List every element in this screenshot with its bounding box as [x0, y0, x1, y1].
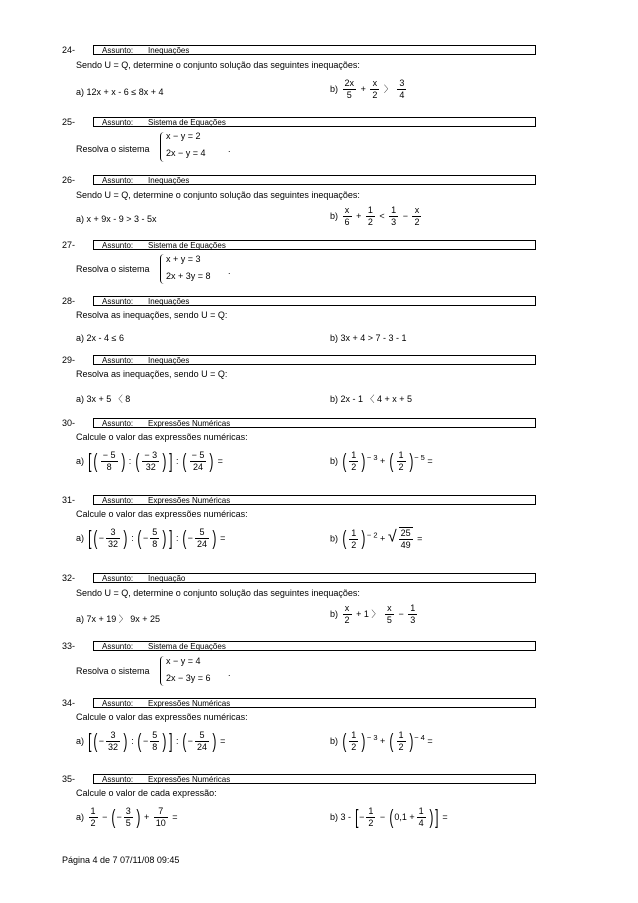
q35-a: a) $\frac{1}{2}$ − (− $\frac{3}{5}$ ) + $\frac{7}{10}$ = — [76, 806, 178, 829]
q32-b: b) $\frac{x}{2}$ + 1 〉 $\frac{x}{5}$ − $\frac{1}{3}$ — [330, 603, 416, 625]
q34-statement: Calcule o valor das expressões numéricas: — [76, 712, 248, 722]
q31-number: 31- — [62, 495, 76, 505]
q25-brace — [160, 132, 165, 162]
q33-subject: Sistema de Equações — [148, 642, 226, 651]
assunto-label: Assunto: — [102, 46, 134, 55]
q29-number: 29- — [62, 355, 76, 365]
q27-statement: Resolva o sistema — [76, 264, 150, 274]
q33-subject-box: Assunto: Sistema de Equações — [93, 641, 536, 651]
q25-eq2: 2x − y = 4 — [166, 148, 206, 158]
q31-b: b) ( $\frac{1}{2}$ )$^{- 2}$ + √ $\frac{25}{49}$ = — [330, 527, 423, 550]
q24-b: b) $\frac{2x}{5}$ + $\frac{x}{2}$ 〉 $\frac{3}{4}$ — [330, 78, 405, 100]
q33-number: 33- — [62, 641, 76, 651]
q25-eq1: x − y = 2 — [166, 131, 201, 141]
q35-statement: Calcule o valor de cada expressão: — [76, 788, 217, 798]
q24-subject: Inequações — [148, 46, 190, 55]
q30-statement: Calcule o valor das expressões numéricas: — [76, 432, 248, 442]
q24-a: a) 12x + x - 6 ≤ 8x + 4 — [76, 87, 164, 97]
q34-b: b) ( $\frac{1}{2}$ )$^{- 3}$ + ( $\frac{1}{2}$ )$^{- 4}$ = — [330, 730, 433, 753]
q26-subject: Inequações — [148, 176, 190, 185]
q28-subject-box: Assunto: Inequações — [93, 296, 536, 306]
q27-eq2: 2x + 3y = 8 — [166, 271, 211, 281]
q25-number: 25- — [62, 117, 76, 127]
q30-number: 30- — [62, 418, 76, 428]
q26-a: a) x + 9x - 9 > 3 - 5x — [76, 214, 157, 224]
q26-b: b) $\frac{x}{6}$ + $\frac{1}{2}$ < $\frac{1}{3}$ − $\frac{x}{2}$ — [330, 205, 420, 227]
q28-a: a) 2x - 4 ≤ 6 — [76, 333, 124, 343]
q26-number: 26- — [62, 175, 76, 185]
q28-b: b) 3x + 4 > 7 - 3 - 1 — [330, 333, 407, 343]
q27-brace — [160, 254, 165, 284]
q26-statement: Sendo U = Q, determine o conjunto solução das seguintes inequações: — [76, 190, 360, 200]
q33-eq2: 2x − 3y = 6 — [166, 673, 211, 683]
q33-brace — [160, 656, 165, 686]
q24-statement: Sendo U = Q, determine o conjunto solução das seguintes inequações: — [76, 60, 360, 70]
q34-subject-box: Assunto: Expressões Numéricas — [93, 698, 536, 708]
q34-number: 34- — [62, 698, 76, 708]
q24-subject-box — [93, 45, 536, 55]
q35-subject: Expressões Numéricas — [148, 775, 231, 784]
q32-subject-box: Assunto: Inequação — [93, 573, 536, 583]
q25-statement: Resolva o sistema — [76, 144, 150, 154]
q28-subject: Inequações — [148, 297, 190, 306]
q30-b: b) ( $\frac{1}{2}$ )$^{- 3}$ + ( $\frac{1}{2}$ )$^{- 5}$ = — [330, 450, 433, 473]
q31-subject-box: Assunto: Expressões Numéricas — [93, 495, 536, 505]
q28-number: 28- — [62, 296, 76, 306]
q31-subject: Expressões Numéricas — [148, 496, 231, 505]
q30-a: a) [ ( $\frac{- 5}{8}$ ) : ( $\frac{- 3}{32}$ ) ] : ( $\frac{- 5}{24}$ ) = — [76, 450, 223, 473]
q29-statement: Resolva as inequações, sendo U = Q: — [76, 369, 228, 379]
q26-subject-box: Assunto: Inequações — [93, 175, 536, 185]
q29-subject: Inequações — [148, 356, 190, 365]
q30-subject: Expressões Numéricas — [148, 419, 231, 428]
sqrt-icon: √ — [387, 528, 397, 546]
q32-statement: Sendo U = Q, determine o conjunto solução das seguintes inequações: — [76, 588, 360, 598]
page-footer: Página 4 de 7 07/11/08 09:45 — [62, 855, 180, 865]
q30-subject-box: Assunto: Expressões Numéricas — [93, 418, 536, 428]
q31-statement: Calcule o valor das expressões numéricas: — [76, 509, 248, 519]
q29-subject-box: Assunto: Inequações — [93, 355, 536, 365]
q29-b: b) 2x - 1 〈 4 + x + 5 — [330, 394, 413, 404]
q24-number: 24- — [62, 45, 76, 55]
q29-a: a) 3x + 5 〈 8 — [76, 394, 131, 404]
q33-statement: Resolva o sistema — [76, 666, 150, 676]
q32-number: 32- — [62, 573, 76, 583]
q27-subject: Sistema de Equações — [148, 241, 226, 250]
q27-eq1: x + y = 3 — [166, 254, 201, 264]
q32-a: a) 7x + 19 〉 9x + 25 — [76, 614, 161, 624]
q33-eq1: x − y = 4 — [166, 656, 201, 666]
q25-subject: Sistema de Equações — [148, 118, 226, 127]
q34-a: a) [ (− $\frac{3}{32}$ ) : (− $\frac{5}{8}$ ) ] : (− $\frac{5}{24}$ ) = — [76, 730, 226, 753]
q35-b: b) 3 - [− $\frac{1}{2}$ − (0,1 + $\frac{1}{4}$ ) ] = — [330, 806, 448, 829]
q25-subject-box: Assunto: Sistema de Equações — [93, 117, 536, 127]
q27-subject-box: Assunto: Sistema de Equações — [93, 240, 536, 250]
q34-subject: Expressões Numéricas — [148, 699, 231, 708]
q31-a: a) [ (− $\frac{3}{32}$ ) : (− $\frac{5}{8}$ ) ] : (− $\frac{5}{24}$ ) = — [76, 527, 226, 550]
q27-number: 27- — [62, 240, 76, 250]
q35-subject-box: Assunto: Expressões Numéricas — [93, 774, 536, 784]
q35-number: 35- — [62, 774, 76, 784]
q28-statement: Resolva as inequações, sendo U = Q: — [76, 310, 228, 320]
q32-subject: Inequação — [148, 574, 186, 583]
